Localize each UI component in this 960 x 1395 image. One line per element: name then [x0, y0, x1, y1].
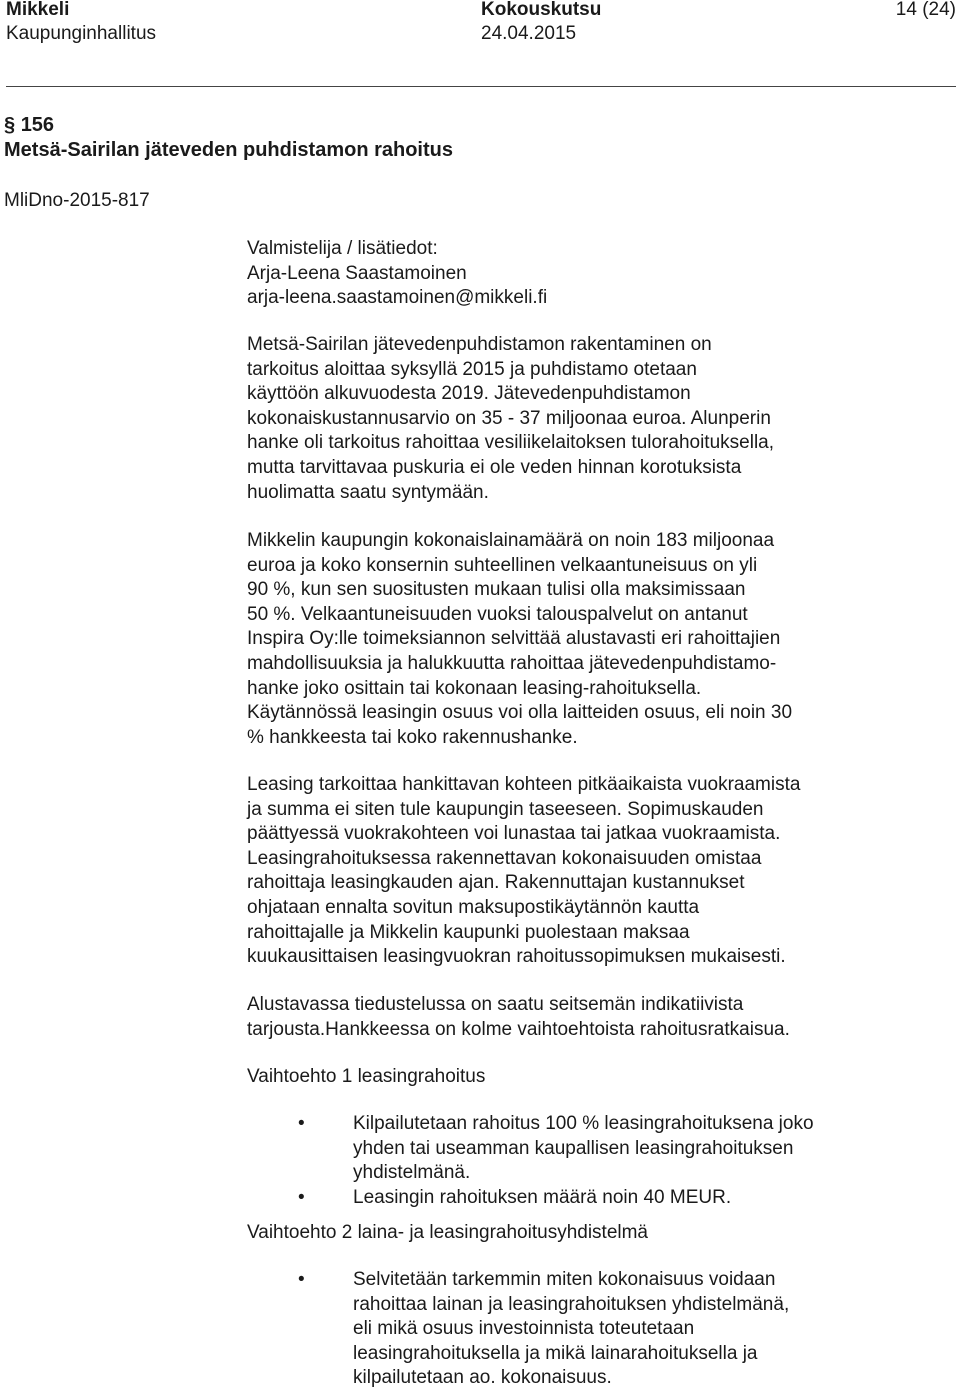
- bullet-line: kilpailutetaan ao. kokonaisuus.: [353, 1367, 612, 1389]
- paragraph-line: hanke joko osittain tai kokonaan leasing-rahoituksella.: [247, 677, 702, 699]
- paragraph-line: Inspira Oy:lle toimeksiannon selvittää alustavasti eri rahoittajien: [247, 628, 781, 650]
- body-name-wrap: [6, 22, 156, 46]
- preparer-block: [247, 237, 927, 311]
- paragraph-line: kuukausittaisen leasingvuokran rahoitussopimuksen mukaisesti.: [247, 946, 786, 968]
- paragraph-4: [247, 993, 927, 1042]
- paragraph-line: kokonaiskustannusarvio on 35 - 37 miljoonaa euroa. Alunperin: [247, 407, 771, 429]
- paragraph-line: käyttöön alkuvuodesta 2019. Jätevedenpuhdistamon: [247, 383, 691, 405]
- preparer-name: Arja-Leena Saastamoinen: [247, 262, 467, 284]
- paragraph-line: Leasing tarkoittaa hankittavan kohteen pitkäaikaista vuokraamista: [247, 774, 801, 795]
- paragraph-line: tarjousta.Hankkeessa on kolme vaihtoehtoista rahoitusratkaisua.: [247, 1018, 790, 1040]
- page-number: 14 (24): [895, 0, 956, 20]
- bullet-line: Leasingin rahoituksen määrä noin 40 MEUR.: [353, 1187, 732, 1208]
- section-symbol: §: [4, 114, 16, 136]
- paragraph-line: hanke oli tarkoitus rahoittaa vesiliikelaitoksen tulorahoituksella,: [247, 432, 775, 454]
- header-divider: [6, 86, 956, 87]
- bullet-line: Kilpailutetaan rahoitus 100 % leasingrahoituksena joko: [353, 1113, 814, 1134]
- org-name: Mikkeli: [6, 0, 70, 20]
- paragraph-line: rahoittajalle ja Mikkelin kaupunki puolestaan maksaa: [247, 921, 690, 943]
- preparer-label: Valmistelija / lisätiedot:: [247, 238, 438, 259]
- paragraph-line: ja summa ei siten tule kaupungin taseeseen. Sopimuskauden: [247, 798, 764, 820]
- record-number: MliDno-2015-817: [4, 190, 150, 211]
- header-line-1: [6, 0, 69, 22]
- paragraph-1: [247, 333, 927, 505]
- paragraph-line: Alustavassa tiedustelussa on saatu seitsemän indikatiivista: [247, 994, 744, 1015]
- section-number-line: [4, 113, 54, 138]
- paragraph-line: 50 %. Velkaantuneisuuden vuoksi talouspalvelut on antanut: [247, 603, 748, 625]
- meeting-date-wrap: [481, 22, 576, 46]
- bullet-line: yhden tai useamman kaupallisen leasingrahoituksen: [353, 1137, 794, 1159]
- body-name: Kaupunginhallitus: [6, 23, 157, 44]
- paragraph-line: huolimatta saatu syntymään.: [247, 481, 489, 503]
- paragraph-line: rahoittaja leasingkauden ajan. Rakennuttajan kustannukset: [247, 872, 745, 894]
- bullet-line: Selvitetään tarkemmin miten kokonaisuus voidaan: [353, 1269, 776, 1290]
- bullet-icon: •: [298, 1269, 305, 1290]
- section-title: Metsä-Sairilan jäteveden puhdistamon rahoitus: [4, 139, 453, 161]
- option-1-heading: [247, 1065, 927, 1090]
- doc-type-wrap: [481, 0, 601, 22]
- paragraph-line: mahdollisuuksia ja halukkuutta rahoittaa jätevedenpuhdistamo-: [247, 652, 777, 674]
- option-2-heading: [247, 1221, 927, 1246]
- paragraph-line: tarkoitus aloittaa syksyllä 2015 ja puhdistamo otetaan: [247, 358, 697, 380]
- bullet-icon: •: [298, 1187, 305, 1208]
- bullet-icon: •: [298, 1113, 305, 1134]
- paragraph-2: [247, 529, 927, 750]
- bullet-line: rahoittaa lainan ja leasingrahoituksen yhdistelmänä,: [353, 1293, 790, 1315]
- option-heading-text: Vaihtoehto 1 leasingrahoitus: [247, 1066, 486, 1087]
- option-heading-text: Vaihtoehto 2 laina- ja leasingrahoitusyhdistelmä: [247, 1222, 649, 1243]
- paragraph-line: % hankkeesta tai koko rakennushanke.: [247, 726, 578, 748]
- page-number-wrap: [896, 0, 956, 22]
- paragraph-line: mutta tarvittavaa puskuria ei ole veden hinnan korotuksista: [247, 456, 742, 478]
- paragraph-line: ohjataan ennalta sovitun maksupostikäytännön kautta: [247, 896, 700, 918]
- paragraph-line: Käytännössä leasingin osuus voi olla laitteiden osuus, eli noin 30: [247, 702, 793, 724]
- bullet-line: yhdistelmänä.: [353, 1162, 471, 1184]
- section-number: 156: [20, 114, 55, 136]
- paragraph-line: 90 %, kun sen suositusten mukaan tulisi olla maksimissaan: [247, 579, 746, 601]
- meeting-date: 24.04.2015: [481, 23, 577, 44]
- paragraph-line: euroa ja koko konsernin suhteellinen velkaantuneisuus on yli: [247, 554, 758, 576]
- preparer-email[interactable]: arja-leena.saastamoinen@mikkeli.fi: [247, 287, 548, 309]
- bullet-line: leasingrahoituksella ja mikä lainarahoituksella ja: [353, 1342, 758, 1364]
- bullet-line: eli mikä osuus investoinnista toteutetaan: [353, 1318, 695, 1340]
- paragraph-line: Mikkelin kaupungin kokonaislainamäärä on noin 183 miljoonaa: [247, 530, 775, 551]
- doc-type: Kokouskutsu: [481, 0, 602, 20]
- paragraph-line: Leasingrahoituksessa rakennettavan kokonaisuuden omistaa: [247, 847, 762, 869]
- paragraph-line: päättyessä vuokrakohteen voi lunastaa tai jatkaa vuokraamista.: [247, 823, 781, 845]
- paragraph-3: [247, 773, 927, 970]
- paragraph-line: Metsä-Sairilan jätevedenpuhdistamon rakentaminen on: [247, 334, 712, 355]
